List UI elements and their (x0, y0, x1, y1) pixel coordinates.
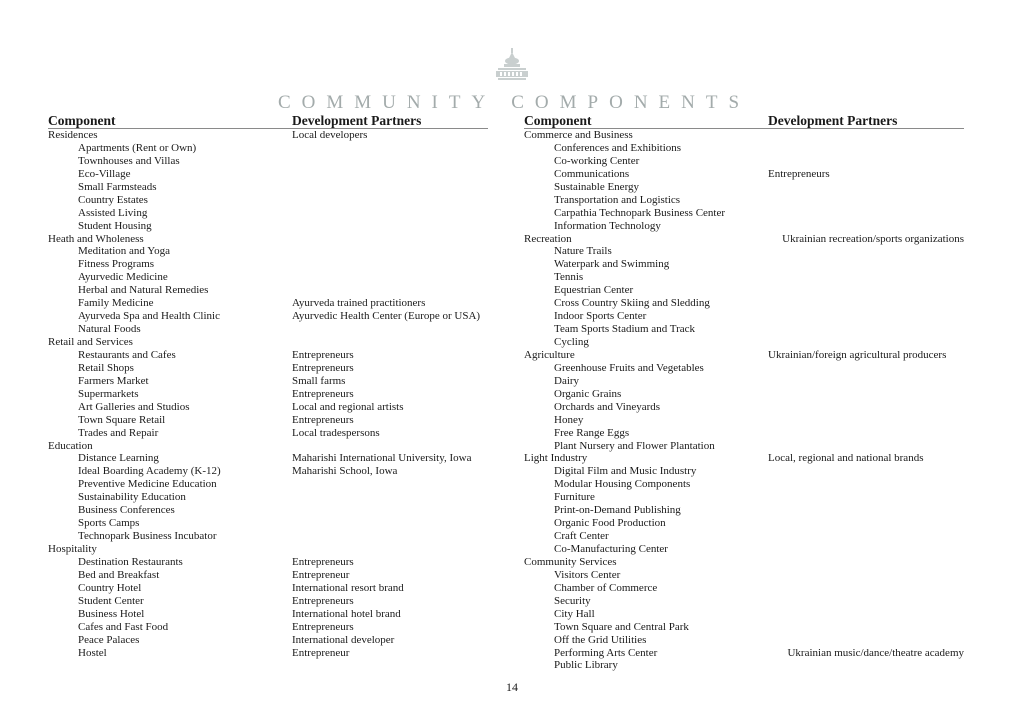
category-row (48, 233, 488, 246)
component-label: Carpathia Technopark Business Center (554, 206, 726, 219)
table-row (524, 647, 964, 660)
partner-label: Small farms (292, 374, 346, 387)
component-label: Co-Manufacturing Center (554, 543, 668, 555)
table-row (48, 530, 488, 543)
table-row (48, 220, 488, 233)
component-label: Nature Trails (554, 245, 612, 258)
partner-label: Entrepreneurs (292, 413, 354, 426)
table-row (524, 440, 964, 453)
component-label: Country Hotel (78, 581, 142, 594)
component-label: Tennis (554, 271, 584, 284)
component-label: Destination Restaurants (78, 555, 183, 568)
table-row (48, 362, 488, 375)
table-row (48, 465, 488, 478)
component-label: Public Library (554, 659, 618, 672)
component-label: Bed and Breakfast (78, 568, 160, 581)
table-row (524, 388, 964, 401)
component-label: Supermarkets (78, 387, 139, 400)
component-label: Student Center (78, 594, 144, 607)
component-label: Town Square Retail (78, 413, 166, 426)
table-row (524, 181, 964, 194)
component-label: Modular Housing Components (554, 478, 691, 491)
table-row (48, 504, 488, 517)
partner-label: International hotel brand (292, 607, 401, 620)
table-row (524, 530, 964, 543)
table-row (524, 504, 964, 517)
partners-header: Development Partners (768, 113, 898, 128)
partner-label: Ukrainian/foreign agricultural producers (768, 348, 947, 361)
table-row (48, 401, 488, 414)
component-label: Free Range Eggs (554, 426, 630, 439)
partners-header: Development Partners (292, 113, 422, 128)
partner-label: Entrepreneur (292, 646, 350, 659)
category-row (48, 543, 488, 556)
component-label: Information Technology (554, 219, 661, 232)
table-row (524, 168, 964, 181)
component-label: Digital Film and Music Industry (554, 465, 697, 478)
table-row (524, 297, 964, 310)
table-row (48, 258, 488, 271)
component-label: Retail Shops (78, 361, 134, 374)
table-row (524, 207, 964, 220)
component-label: Cafes and Fast Food (78, 620, 169, 633)
component-label: Technopark Business Incubator (78, 530, 217, 543)
component-label: Chamber of Commerce (554, 581, 658, 594)
component-label: Security (554, 594, 591, 607)
table-row (524, 155, 964, 168)
component-label: Greenhouse Fruits and Vegetables (554, 361, 704, 374)
partner-label: Ukrainian music/dance/theatre academy (787, 646, 964, 659)
partner-label: Ukrainian recreation/sports organizations (782, 232, 964, 245)
component-label: Distance Learning (78, 452, 159, 465)
table-row (48, 297, 488, 310)
table-row (524, 621, 964, 634)
partner-label: Ayurvedic Health Center (Europe or USA) (292, 310, 481, 323)
table-row (48, 349, 488, 362)
category-label: Hospitality (48, 543, 97, 555)
component-label: Farmers Market (78, 374, 149, 387)
table-row (524, 245, 964, 258)
table-row (48, 245, 488, 258)
left-table (48, 114, 488, 659)
page-title: COMMUNITY COMPONENTS (277, 92, 751, 113)
component-label: Ayurvedic Medicine (78, 271, 168, 284)
component-label: Indoor Sports Center (554, 310, 647, 323)
category-row (48, 129, 488, 142)
component-label: Meditation and Yoga (78, 245, 170, 258)
category-label: Light Industry (524, 452, 588, 465)
table-header (524, 114, 964, 129)
category-label: Residences (48, 129, 98, 141)
table-row (48, 569, 488, 582)
table-row (48, 556, 488, 569)
component-label: Organic Grains (554, 387, 622, 400)
table-row (524, 491, 964, 504)
table-row (48, 582, 488, 595)
table-row (48, 595, 488, 608)
table-row (48, 375, 488, 388)
table-row (524, 465, 964, 478)
partner-label: Entrepreneurs (768, 167, 830, 180)
table-row (524, 271, 964, 284)
table-row (48, 388, 488, 401)
component-label: Sustainability Education (78, 491, 186, 504)
table-row (524, 427, 964, 440)
component-label: Craft Center (554, 530, 609, 543)
component-label: Business Hotel (78, 607, 145, 620)
table-row (48, 452, 488, 465)
page-number: 14 (506, 680, 518, 694)
table-row (48, 478, 488, 491)
component-label: Visitors Center (554, 568, 621, 581)
component-label: Team Sports Stadium and Track (554, 323, 696, 336)
category-row (48, 336, 488, 349)
component-label: City Hall (554, 607, 595, 620)
partner-label: Entrepreneurs (292, 361, 354, 374)
table-row (48, 621, 488, 634)
category-row (524, 349, 964, 362)
table-row (524, 414, 964, 427)
component-label: Co-working Center (554, 154, 640, 167)
component-label: Transportation and Logistics (554, 193, 681, 206)
category-row (524, 452, 964, 465)
table-row (48, 284, 488, 297)
component-label: Restaurants and Cafes (78, 348, 176, 361)
table-row (524, 582, 964, 595)
table-row (524, 258, 964, 271)
table-row (48, 491, 488, 504)
table-row (48, 194, 488, 207)
category-label: Commerce and Business (524, 129, 633, 141)
category-row (48, 440, 488, 453)
left-rows (48, 129, 488, 659)
partner-label: Local developers (292, 129, 368, 141)
component-label: Apartments (Rent or Own) (78, 141, 197, 154)
partner-label: Local and regional artists (292, 400, 404, 413)
component-label: Honey (554, 413, 584, 426)
partner-label: Local, regional and national brands (768, 452, 924, 465)
component-label: Sustainable Energy (554, 180, 640, 193)
table-row (48, 517, 488, 530)
table-row (524, 401, 964, 414)
component-label: Dairy (554, 374, 580, 387)
component-label: Cycling (554, 336, 589, 348)
table-row (524, 659, 964, 672)
table-row (524, 375, 964, 388)
category-row (524, 556, 964, 569)
table-row (48, 142, 488, 155)
component-label: Family Medicine (78, 297, 154, 310)
table-row (48, 310, 488, 323)
table-row (524, 362, 964, 375)
category-label: Recreation (524, 232, 572, 245)
component-label: Assisted Living (78, 206, 148, 219)
component-label: Natural Foods (78, 323, 141, 336)
component-label: Sports Camps (78, 517, 140, 530)
component-label: Student Housing (78, 219, 152, 232)
table-row (524, 220, 964, 233)
table-header (48, 114, 488, 129)
stupa-logo-icon (493, 48, 531, 84)
table-row (524, 595, 964, 608)
component-label: Performing Arts Center (554, 646, 658, 659)
table-row (524, 194, 964, 207)
component-label: Business Conferences (78, 504, 175, 517)
category-label: Heath and Wholeness (48, 232, 144, 245)
table-row (48, 634, 488, 647)
component-label: Off the Grid Utilities (554, 633, 647, 646)
table-row (48, 414, 488, 427)
component-label: Plant Nursery and Flower Plantation (554, 439, 715, 452)
partner-label: Entrepreneurs (292, 620, 354, 633)
component-label: Waterpark and Swimming (554, 258, 670, 271)
component-label: Town Square and Central Park (554, 620, 689, 633)
component-header: Component (524, 113, 592, 128)
category-label: Community Services (524, 555, 617, 568)
category-row (524, 233, 964, 246)
partner-label: International resort brand (292, 581, 404, 594)
table-row (524, 310, 964, 323)
component-label: Trades and Repair (78, 426, 159, 439)
partner-label: Entrepreneurs (292, 555, 354, 568)
component-label: Conferences and Exhibitions (554, 141, 682, 154)
partner-label: Ayurveda trained practitioners (292, 297, 426, 310)
partner-label: Entrepreneurs (292, 387, 354, 400)
category-row (524, 129, 964, 142)
partner-label: Local tradespersons (292, 426, 380, 439)
component-label: Small Farmsteads (78, 180, 157, 193)
table-row (524, 478, 964, 491)
component-label: Hostel (78, 646, 107, 659)
component-label: Ayurveda Spa and Health Clinic (78, 310, 220, 323)
partner-label: Maharishi School, Iowa (292, 465, 398, 478)
component-label: Orchards and Vineyards (554, 400, 661, 413)
component-label: Fitness Programs (78, 258, 155, 271)
table-row (48, 323, 488, 336)
table-row (524, 543, 964, 556)
table-row (48, 427, 488, 440)
table-row (524, 284, 964, 297)
right-table (524, 114, 964, 672)
right-rows (524, 129, 964, 672)
component-label: Peace Palaces (78, 633, 140, 646)
component-header: Component (48, 113, 116, 128)
table-row (524, 336, 964, 349)
category-label: Education (48, 439, 93, 452)
component-label: Country Estates (78, 193, 148, 206)
table-row (524, 634, 964, 647)
table-row (48, 168, 488, 181)
table-row (48, 181, 488, 194)
partner-label: International developer (292, 633, 395, 646)
table-row (48, 608, 488, 621)
table-row (48, 207, 488, 220)
category-label: Agriculture (524, 348, 575, 361)
component-label: Communications (554, 167, 630, 180)
component-label: Preventive Medicine Education (78, 478, 217, 491)
partner-label: Entrepreneurs (292, 594, 354, 607)
component-label: Ideal Boarding Academy (K-12) (78, 465, 221, 478)
component-label: Townhouses and Villas (78, 154, 180, 167)
table-row (524, 517, 964, 530)
component-label: Herbal and Natural Remedies (78, 284, 209, 297)
table-row (48, 155, 488, 168)
component-label: Furniture (554, 491, 595, 504)
component-label: Equestrian Center (554, 284, 634, 297)
component-label: Print-on-Demand Publishing (554, 504, 681, 517)
table-row (524, 569, 964, 582)
component-label: Cross Country Skiing and Sledding (554, 297, 710, 310)
table-row (524, 323, 964, 336)
component-label: Eco-Village (78, 167, 131, 180)
partner-label: Entrepreneur (292, 568, 350, 581)
partner-label: Entrepreneurs (292, 348, 354, 361)
category-label: Retail and Services (48, 336, 133, 348)
component-label: Organic Food Production (554, 517, 666, 530)
component-label: Art Galleries and Studios (78, 400, 190, 413)
table-row (524, 142, 964, 155)
table-row (524, 608, 964, 621)
partner-label: Maharishi International University, Iowa (292, 452, 472, 465)
table-row (48, 271, 488, 284)
table-row (48, 647, 488, 660)
